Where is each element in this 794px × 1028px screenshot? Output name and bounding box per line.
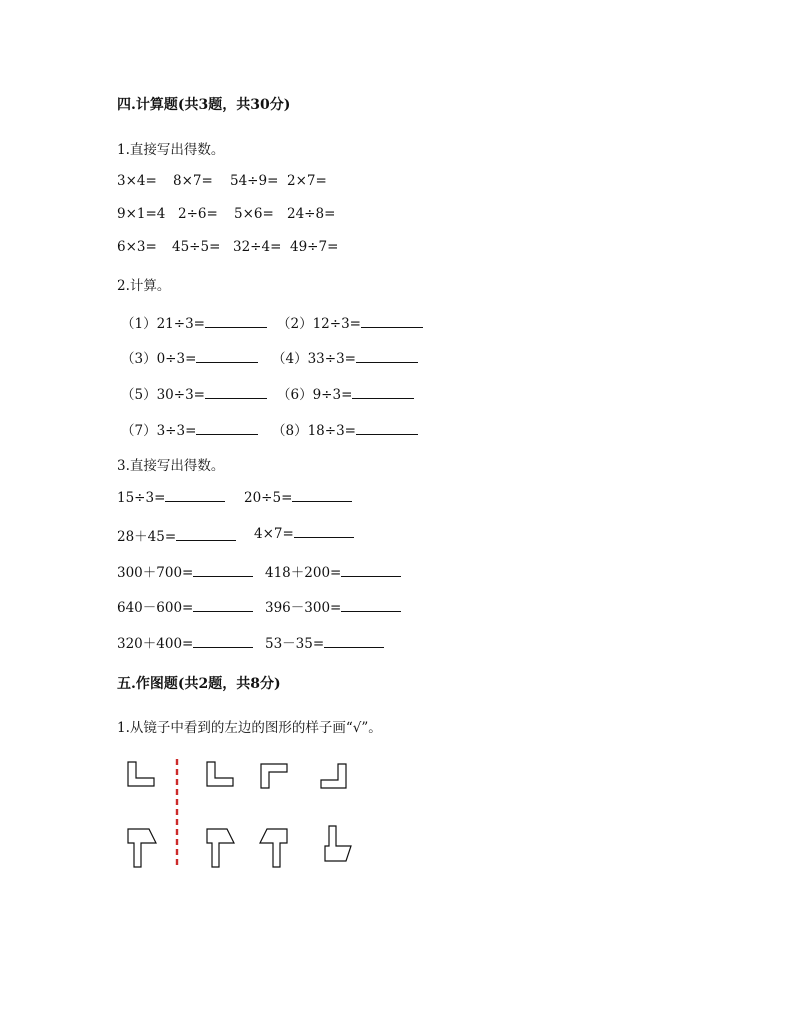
q2-item-number: （5）	[121, 387, 157, 403]
q1-cell: 6×3=	[117, 239, 157, 255]
q2-item-expr: 33÷3=	[307, 351, 356, 367]
original-l-shape	[128, 762, 154, 786]
q3-item-expr: 300＋700=	[117, 565, 194, 581]
q2-item-expr: 3÷3=	[156, 423, 197, 439]
q2-item-expr: 21÷3=	[156, 316, 205, 332]
q2-item-expr: 18÷3=	[307, 423, 356, 439]
q3-item-expr: 418＋200=	[265, 565, 342, 581]
q3-item-expr: 53－35=	[265, 636, 325, 652]
q1-cell: 9×1=4	[117, 206, 166, 222]
q3-item-expr: 396－300=	[265, 600, 342, 616]
q1-cell: 54÷9=	[230, 173, 279, 189]
option-t-shape-a	[207, 829, 234, 867]
q1-cell: 5×6=	[234, 206, 274, 222]
q2-item-number: （7）	[121, 423, 157, 439]
q2-item-expr: 9÷3=	[312, 387, 353, 403]
q1-cell: 45÷5=	[172, 239, 221, 255]
option-l-shape-b	[261, 764, 287, 788]
original-t-shape	[128, 829, 156, 867]
q3-item-expr: 640－600=	[117, 600, 194, 616]
q2-item-expr: 30÷3=	[156, 387, 205, 403]
option-l-shape-c	[321, 764, 346, 788]
section-5-title: 五.作图题(共2题，共8分)	[117, 676, 281, 692]
q1-title: 1.直接写出得数。	[117, 142, 225, 158]
q3-item-expr: 4×7=	[254, 526, 294, 542]
q2-item-number: （2）	[277, 316, 313, 332]
q1-cell: 24÷8=	[287, 206, 336, 222]
q3-item-expr: 320＋400=	[117, 636, 194, 652]
q1-cell: 2÷6=	[178, 206, 218, 222]
q2-item-number: （8）	[272, 423, 308, 439]
q1-cell: 49÷7=	[290, 239, 339, 255]
q2-item-number: （1）	[121, 316, 157, 332]
q1-cell: 8×7=	[173, 173, 213, 189]
q1-cell: 2×7=	[287, 173, 327, 189]
q3-item-expr: 15÷3=	[117, 490, 166, 506]
q2-item-expr: 0÷3=	[156, 351, 197, 367]
option-t-shape-b	[260, 829, 287, 867]
q2-item-number: （4）	[272, 351, 308, 367]
q3-item-expr: 28＋45=	[117, 529, 177, 545]
s5-q1-title: 1.从镜子中看到的左边的图形的样子画“√”。	[117, 720, 382, 736]
q2-item-number: （6）	[277, 387, 313, 403]
q2-item-expr: 12÷3=	[312, 316, 361, 332]
q1-cell: 32÷4=	[233, 239, 282, 255]
q2-title: 2.计算。	[117, 278, 171, 294]
q3-title: 3.直接写出得数。	[117, 458, 225, 474]
option-t-shape-c	[325, 826, 351, 861]
q1-cell: 3×4=	[117, 173, 157, 189]
section-4-title: 四.计算题(共3题，共30分)	[117, 97, 291, 113]
q2-item-number: （3）	[121, 351, 157, 367]
q3-item-expr: 20÷5=	[244, 490, 293, 506]
option-l-shape-a	[207, 762, 233, 786]
